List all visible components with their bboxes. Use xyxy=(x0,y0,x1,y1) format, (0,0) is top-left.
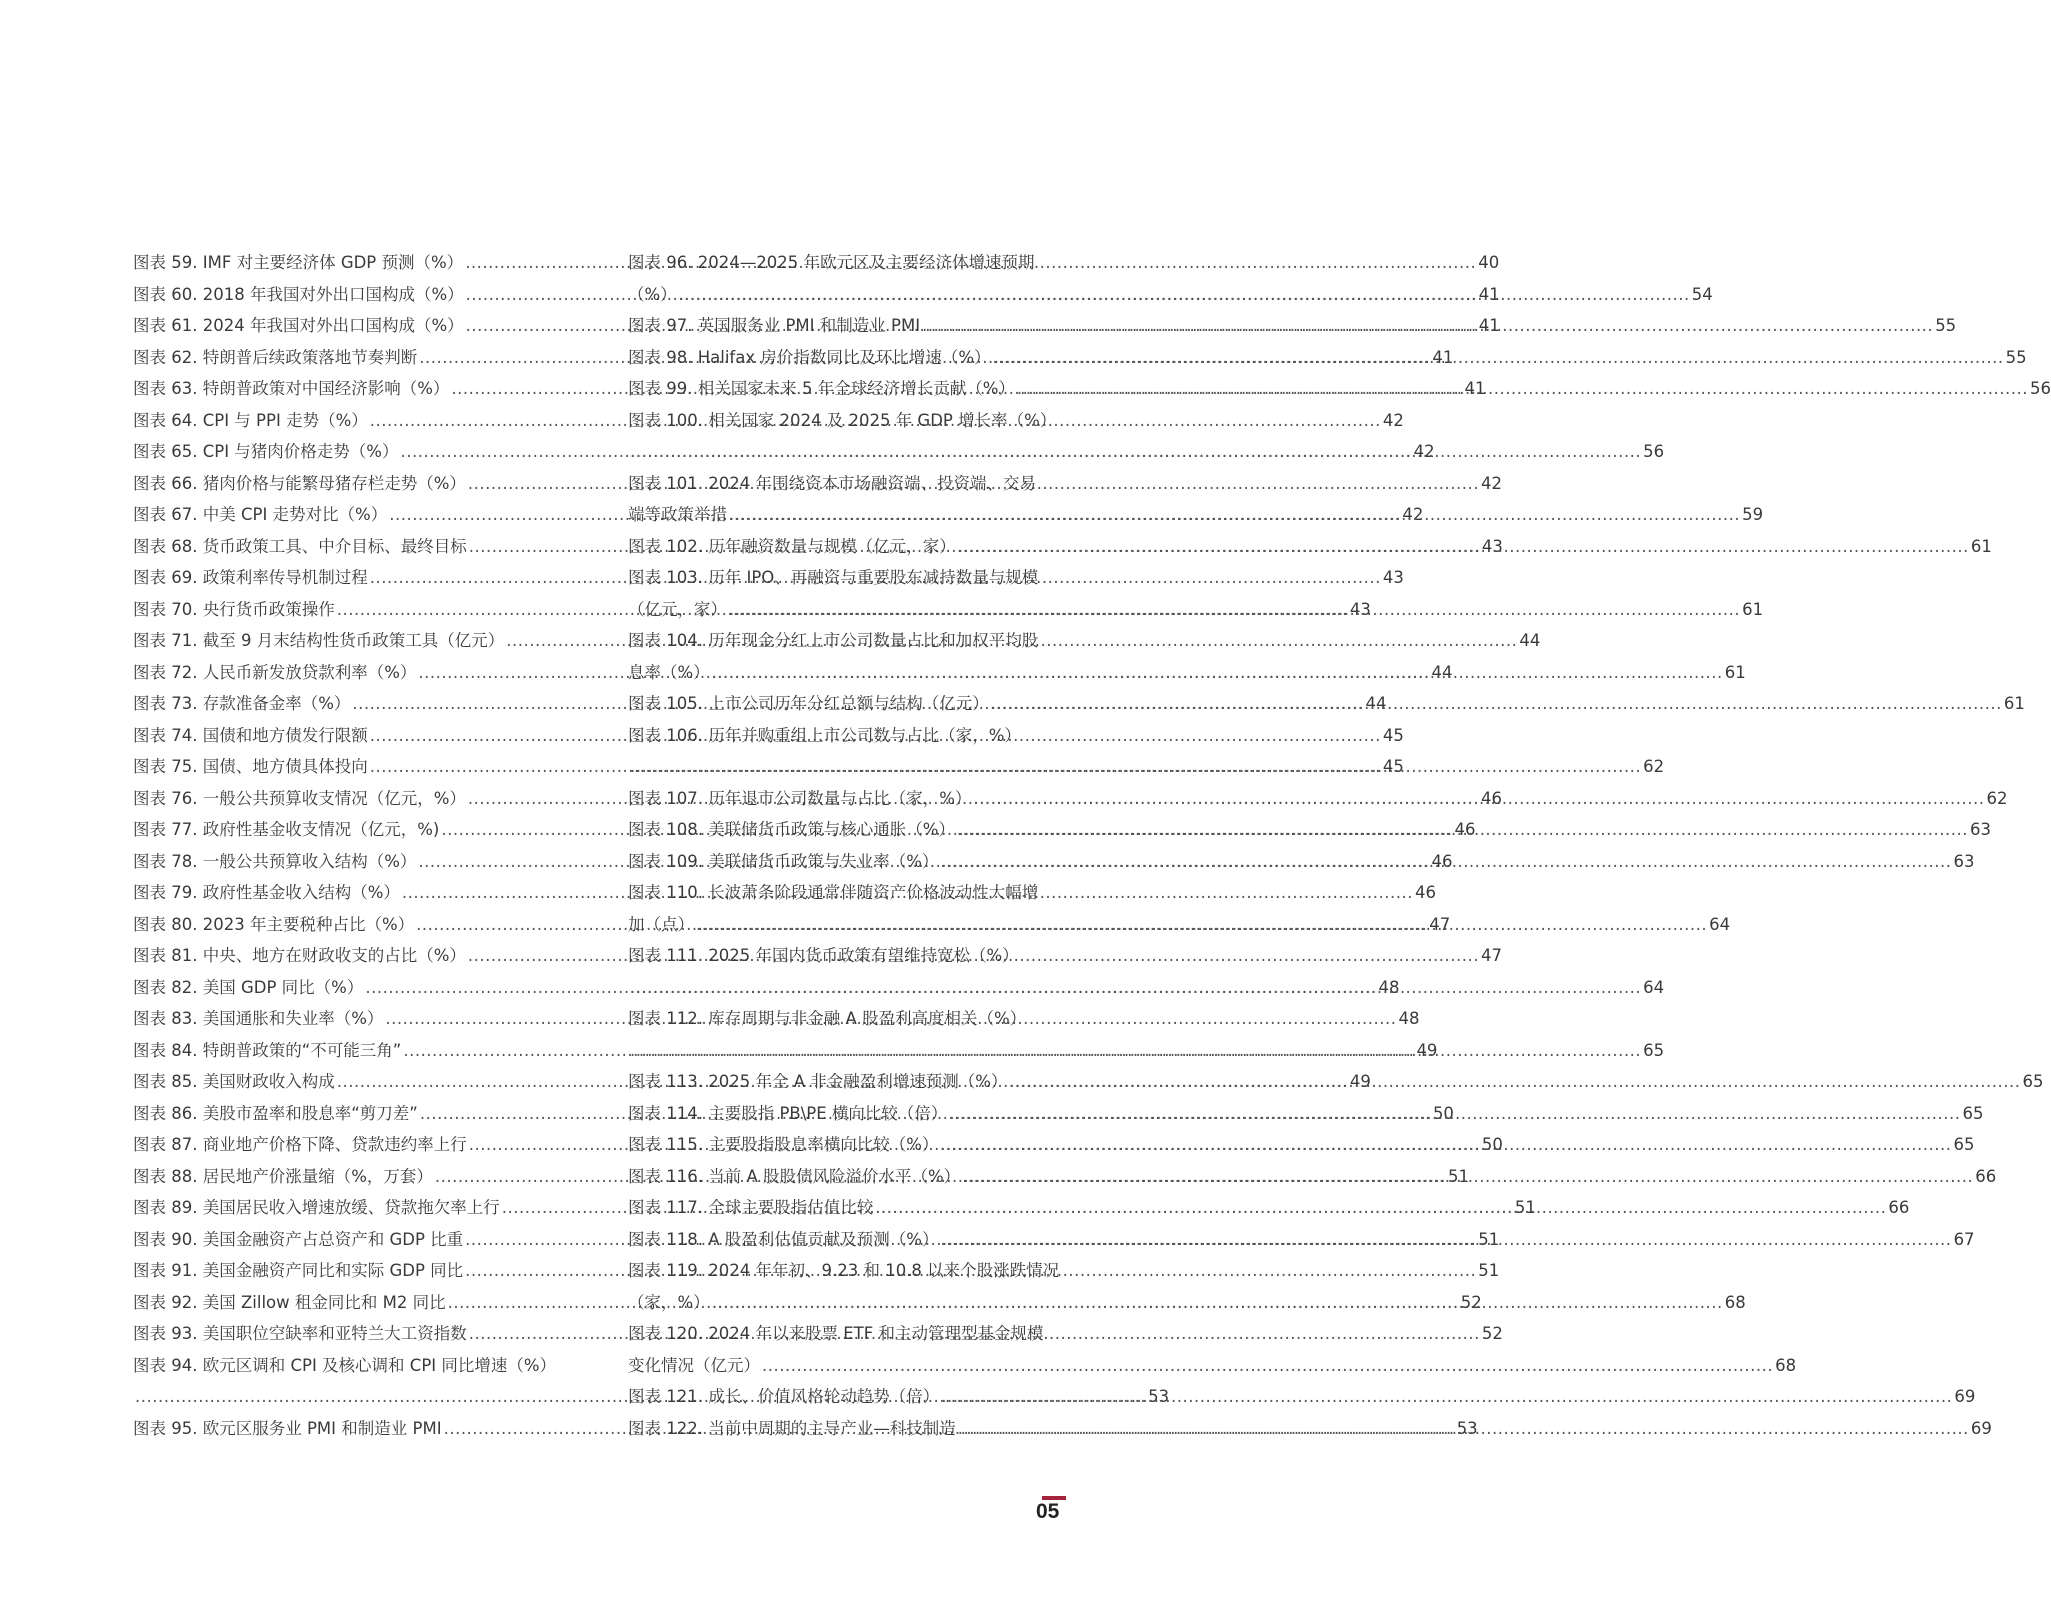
toc-entry-line xyxy=(628,940,1066,972)
toc-entry-title: 图表 88. 居民地产价涨量缩（%，万套） xyxy=(133,1166,433,1186)
toc-entry-title: 图表 79. 政府性基金收入结构（%） xyxy=(133,883,400,902)
toc-entry-line xyxy=(133,436,1435,468)
toc-entry-page: 69 xyxy=(1954,1387,1976,1406)
dot-leader xyxy=(712,1287,1723,1319)
dot-leader xyxy=(630,1035,1641,1067)
toc-entry-title: 图表 85. 美国财政收入构成 xyxy=(133,1072,335,1091)
toc-entry-page: 67 xyxy=(1953,1229,1975,1249)
toc-entry-title: 图表 87. 商业地产价格下降、贷款违约率上行 xyxy=(133,1135,467,1154)
toc-entry-page: 41 xyxy=(1478,316,1500,335)
toc-entry-title: 图表 122. 当前中周期的主导产业—科技制造 xyxy=(628,1418,956,1438)
toc-entry-page: 51 xyxy=(1448,1166,1470,1186)
toc-entry-page: 68 xyxy=(1775,1355,1797,1375)
toc-entry-page: 65 xyxy=(1643,1040,1665,1060)
toc-entry-title: 图表 115. 主要股指股息率横向比较（%） xyxy=(628,1135,939,1154)
toc-entry[interactable] xyxy=(133,279,1500,311)
dot-leader xyxy=(1009,1066,2020,1098)
dot-leader xyxy=(957,814,1968,846)
toc-entry-page: 47 xyxy=(1429,914,1451,934)
toc-entry-page: 65 xyxy=(1953,1135,1975,1154)
toc-entry[interactable] xyxy=(133,972,1400,1004)
toc-entry-title: 图表 93. 美国职位空缺率和亚特兰大工资指数 xyxy=(133,1324,467,1343)
toc-entry-title: 图表 102. 历年融资数量与规模（亿元，家） xyxy=(628,536,956,556)
toc-entry-title: 图表 66. 猪肉价格与能繁母猪存栏走势（%） xyxy=(133,473,466,493)
toc-entry-title: 图表 100. 相关国家 2024 及 2025 年 GDP 增长率（%） xyxy=(628,410,1057,430)
toc-entry-title: 图表 67. 中美 CPI 走势对比（%） xyxy=(133,505,388,524)
toc-entry-page: 61 xyxy=(1724,662,1746,682)
toc-entry-page: 55 xyxy=(2005,347,2027,367)
toc-entry-page: 61 xyxy=(1742,599,1764,619)
toc-entry[interactable] xyxy=(133,1035,1438,1067)
toc-entry-title: 变化情况（亿元） xyxy=(628,1355,760,1375)
toc-entry-title: 图表 62. 特朗普后续政策落地节奏判断 xyxy=(133,347,418,367)
toc-entry-title: 图表 92. 美国 Zillow 租金同比和 M2 同比 xyxy=(133,1292,446,1312)
toc-entry-page: 63 xyxy=(1970,820,1992,839)
toc-entry-page: 63 xyxy=(1953,851,1975,871)
toc-entry-page: 62 xyxy=(1986,788,2008,808)
toc-entry-page: 44 xyxy=(1431,662,1453,682)
toc-entry-page: 64 xyxy=(1709,914,1731,934)
toc-entry-page: 56 xyxy=(2030,379,2051,398)
dot-leader xyxy=(958,1413,1969,1445)
toc-entry-page: 40 xyxy=(1478,253,1500,272)
toc-entry[interactable] xyxy=(133,436,1435,468)
toc-entry-title: 图表 117. 全球主要股指估值比较 xyxy=(628,1198,874,1217)
toc-entry-page: 50 xyxy=(1481,1135,1503,1154)
toc-entry[interactable] xyxy=(133,1287,1482,1319)
dot-leader xyxy=(679,279,1690,311)
dot-leader xyxy=(630,436,1641,468)
toc-entry-title: 加（点） xyxy=(628,914,694,934)
toc-entry-title: 息率（%） xyxy=(628,662,710,682)
toc-entry-line xyxy=(133,1350,571,1382)
toc-entry-title: 图表 121. 成长、价值风格轮动趋势（倍） xyxy=(628,1387,940,1406)
toc-entry-page: 45 xyxy=(1382,757,1404,776)
toc-entry-page: 51 xyxy=(1478,1229,1500,1249)
dot-leader xyxy=(762,1350,1773,1382)
toc-entry-page: 41 xyxy=(1478,284,1500,304)
toc-entry-page: 54 xyxy=(1691,284,1713,304)
toc-entry-title: 图表 69. 政策利率传导机制过程 xyxy=(133,568,368,587)
dot-leader xyxy=(940,1129,1951,1161)
dot-leader xyxy=(941,1381,1952,1413)
toc-entry-page: 55 xyxy=(1935,316,1957,335)
dot-leader xyxy=(958,531,1969,563)
dot-leader xyxy=(712,657,1723,689)
toc-entry-page: 53 xyxy=(1456,1418,1478,1438)
toc-entry-page: 46 xyxy=(1431,851,1453,871)
dot-leader xyxy=(949,1098,1960,1130)
toc-entry-title: 图表 60. 2018 年我国对外出口国构成（%） xyxy=(133,284,464,304)
toc-entry-title: 图表 97. 英国服务业 PMI 和制造业 PMI xyxy=(628,316,921,335)
toc-entry-line xyxy=(133,751,1404,783)
toc-entry-title: 图表 95. 欧元区服务业 PMI 和制造业 PMI xyxy=(133,1418,442,1438)
toc-entry-line xyxy=(628,405,1066,437)
toc-entry-page: 66 xyxy=(1888,1198,1910,1217)
toc-entry-title: 图表 119. 2024 年年初、9.23 和 10.8 以来个股涨跌情况 xyxy=(628,1261,1060,1280)
toc-entry-page: 44 xyxy=(1365,694,1387,713)
toc-entry-line xyxy=(628,1350,1797,1382)
dot-leader xyxy=(696,909,1707,941)
toc-entry-page: 52 xyxy=(1460,1292,1482,1312)
toc-entry-line xyxy=(628,720,1066,752)
toc-entry-line xyxy=(133,1287,1482,1319)
toc-entry-title: 图表 120. 2024 年以来股票 ETF 和主动管理型基金规模 xyxy=(628,1324,1044,1343)
toc-entry-title: 图表 74. 国债和地方债发行限额 xyxy=(133,725,368,745)
toc-entry-title: 图表 81. 中央、地方在财政收支的占比（%） xyxy=(133,946,466,965)
toc-entry[interactable] xyxy=(133,751,1404,783)
toc-entry-page: 53 xyxy=(1148,1387,1170,1406)
dot-leader xyxy=(993,342,2004,374)
toc-entry-title: 图表 65. CPI 与猪肉价格走势（%） xyxy=(133,442,399,461)
toc-entry-title: 图表 105. 上市公司历年分红总额与结构（亿元） xyxy=(628,694,989,713)
toc-entry-title: 图表 82. 美国 GDP 同比（%） xyxy=(133,977,364,997)
toc-entry-title: 图表 63. 特朗普政策对中国经济影响（%） xyxy=(133,379,450,398)
toc-entry-page: 65 xyxy=(2022,1072,2044,1091)
toc-entry-title: 图表 70. 央行货币政策操作 xyxy=(133,599,335,619)
page-number: 05 xyxy=(1036,1500,1060,1523)
toc-entry-page: 46 xyxy=(1415,883,1437,902)
toc-entry-line xyxy=(628,562,1066,594)
dot-leader xyxy=(729,499,1740,531)
toc-entry-title: 图表 83. 美国通胀和失业率（%） xyxy=(133,1009,384,1028)
dot-leader xyxy=(729,594,1740,626)
toc-entry-title: （家，%） xyxy=(628,1292,710,1312)
toc-entry-title: 图表 110. 长波萧条阶段通常伴随资产价格波动性大幅增 xyxy=(628,883,1039,902)
toc-entry-title: 图表 77. 政府性基金收支情况（亿元，%) xyxy=(133,820,440,839)
toc-entry-title: （%） xyxy=(628,284,677,304)
toc-entry-title: 图表 103. 历年 IPO、再融资与重要股东减持数量与规模 xyxy=(628,568,1039,587)
toc-entry-page: 42 xyxy=(1402,505,1424,524)
toc-entry-title: 图表 106. 历年并购重组上市公司数与占比（家，%） xyxy=(628,725,1021,745)
toc-entry-line xyxy=(628,247,1066,279)
dot-leader xyxy=(991,688,2002,720)
toc-entry-line xyxy=(628,625,1066,657)
toc-entry-title: 图表 76. 一般公共预算收支情况（亿元，%） xyxy=(133,788,466,808)
toc-entry-page: 44 xyxy=(1519,631,1541,650)
toc-entry-title: 图表 99. 相关国家未来 5 年全球经济增长贡献（%） xyxy=(628,379,1015,398)
toc-entry-title: 图表 78. 一般公共预算收入结构（%） xyxy=(133,851,417,871)
toc-entry-page: 61 xyxy=(1970,536,1992,556)
toc-entry-title: 图表 80. 2023 年主要税种占比（%） xyxy=(133,914,415,934)
dot-leader xyxy=(875,1192,1886,1224)
toc-entry-page: 42 xyxy=(1382,410,1404,430)
toc-entry-page: 68 xyxy=(1724,1292,1746,1312)
toc-entry-title: 图表 64. CPI 与 PPI 走势（%） xyxy=(133,410,368,430)
toc-entry-page: 43 xyxy=(1481,536,1503,556)
toc-entry-title: 图表 116. 当前 A 股股债风险溢价水平（%） xyxy=(628,1166,961,1186)
toc-entry-page: 52 xyxy=(1481,1324,1503,1343)
toc-entry-page: 66 xyxy=(1975,1166,1997,1186)
toc-entry-title: 图表 84. 特朗普政策的“不可能三角” xyxy=(133,1040,402,1060)
toc-entry-title: 图表 98. Halifax 房价指数同比及环比增速（%） xyxy=(628,347,991,367)
dot-leader xyxy=(940,1224,1951,1256)
toc-entry-page: 47 xyxy=(1481,946,1503,965)
dot-leader xyxy=(973,783,1984,815)
toc-entry-title: 图表 107. 历年退市公司数量与占比（家，%） xyxy=(628,788,972,808)
toc-entry-title: 图表 68. 货币政策工具、中介目标、最终目标 xyxy=(133,536,467,556)
toc-entry-title: 图表 118. A 股盈利估值贡献及预测（%） xyxy=(628,1229,939,1249)
toc-entry-page: 64 xyxy=(1643,977,1665,997)
toc-entry-page: 42 xyxy=(1413,442,1435,461)
toc-entry-page: 49 xyxy=(1349,1072,1371,1091)
toc-entry-title: 图表 86. 美股市盈率和股息率“剪刀差” xyxy=(133,1103,418,1123)
toc-entry-page: 46 xyxy=(1481,788,1503,808)
toc-entry-line xyxy=(133,1035,1438,1067)
toc-entry-line xyxy=(133,279,1500,311)
toc-entry-page: 45 xyxy=(1382,725,1404,745)
toc-entry-line xyxy=(133,972,1400,1004)
toc-entry-page: 49 xyxy=(1416,1040,1438,1060)
toc-entry-line xyxy=(628,877,1066,909)
dot-leader xyxy=(940,846,1951,878)
toc-entry-line xyxy=(628,468,1066,500)
toc-entry-title: 图表 96. 2024—2025 年欧元区及主要经济体增速预期 xyxy=(628,253,1035,272)
toc-entry-page: 51 xyxy=(1514,1198,1536,1217)
toc-entry-title: 图表 59. IMF 对主要经济体 GDP 预测（%） xyxy=(133,253,464,272)
toc-entry-page: 69 xyxy=(1970,1418,1992,1438)
toc-entry-title: 端等政策举措 xyxy=(628,505,727,524)
toc-entry-title: 图表 108. 美联储货币政策与核心通胀（%） xyxy=(628,820,955,839)
toc-entry-page: 41 xyxy=(1464,379,1486,398)
toc-entry-page: 43 xyxy=(1349,599,1371,619)
toc-entry-page: 65 xyxy=(1962,1103,1984,1123)
toc-entry-title: 图表 75. 国债、地方债具体投向 xyxy=(133,757,368,776)
toc-entry-title: 图表 114. 主要股指 PB\PE 横向比较（倍） xyxy=(628,1103,948,1123)
toc-entry-page: 59 xyxy=(1742,505,1764,524)
dot-leader xyxy=(1017,373,2028,405)
dot-leader xyxy=(630,972,1641,1004)
toc-entry-page: 61 xyxy=(2003,694,2025,713)
toc-entry-title: 图表 89. 美国居民收入增速放缓、贷款拖欠率上行 xyxy=(133,1198,500,1217)
toc-entry-line xyxy=(628,1003,1066,1035)
toc-entry-title: 图表 101. 2024 年围绕资本市场融资端、投资端、交易 xyxy=(628,473,1036,493)
toc-entry-title: （亿元，家） xyxy=(628,599,727,619)
toc-entry-page: 43 xyxy=(1382,568,1404,587)
dot-leader xyxy=(962,1161,1973,1193)
toc-entry-title: 图表 112. 库存周期与非金融 A 股盈利高度相关（%） xyxy=(628,1009,1027,1028)
toc-entry-title: 图表 71. 截至 9 月末结构性货币政策工具（亿元） xyxy=(133,631,505,650)
toc-entry-line xyxy=(628,1318,1066,1350)
toc-entry-page: 41 xyxy=(1432,347,1454,367)
toc-entry-title: 图表 61. 2024 年我国对外出口国构成（%） xyxy=(133,316,464,335)
toc-entry-page: 56 xyxy=(1643,442,1665,461)
dot-leader xyxy=(922,310,1933,342)
toc-entry-page: 46 xyxy=(1454,820,1476,839)
toc-entry-page: 48 xyxy=(1398,1009,1420,1028)
toc-entry-title: 图表 109. 美联储货币政策与失业率（%） xyxy=(628,851,939,871)
toc-entry-title: 图表 94. 欧元区调和 CPI 及核心调和 CPI 同比增速（%） xyxy=(133,1355,557,1375)
toc-entry-title: 图表 113. 2025 年全 A 非金融盈利增速预测（%） xyxy=(628,1072,1008,1091)
dot-leader xyxy=(630,751,1641,783)
toc-entry-title: 图表 72. 人民币新发放贷款利率（%） xyxy=(133,662,417,682)
toc-entry-title: 图表 91. 美国金融资产同比和实际 GDP 同比 xyxy=(133,1261,464,1280)
toc-entry-page: 51 xyxy=(1478,1261,1500,1280)
toc-entry-page: 48 xyxy=(1378,977,1400,997)
toc-entry-title: 图表 111. 2025 年国内货币政策有望维持宽松（%） xyxy=(628,946,1019,965)
toc-entry-page: 50 xyxy=(1432,1103,1454,1123)
toc-entry-page: 42 xyxy=(1481,473,1503,493)
toc-entry-title: 图表 90. 美国金融资产占总资产和 GDP 比重 xyxy=(133,1229,464,1249)
toc-entry-page: 62 xyxy=(1643,757,1665,776)
toc-entry-title: 图表 104. 历年现金分红上市公司数量占比和加权平均股 xyxy=(628,631,1039,650)
toc-entry-line xyxy=(628,1255,1066,1287)
toc-entry-title: 图表 73. 存款准备金率（%） xyxy=(133,694,351,713)
